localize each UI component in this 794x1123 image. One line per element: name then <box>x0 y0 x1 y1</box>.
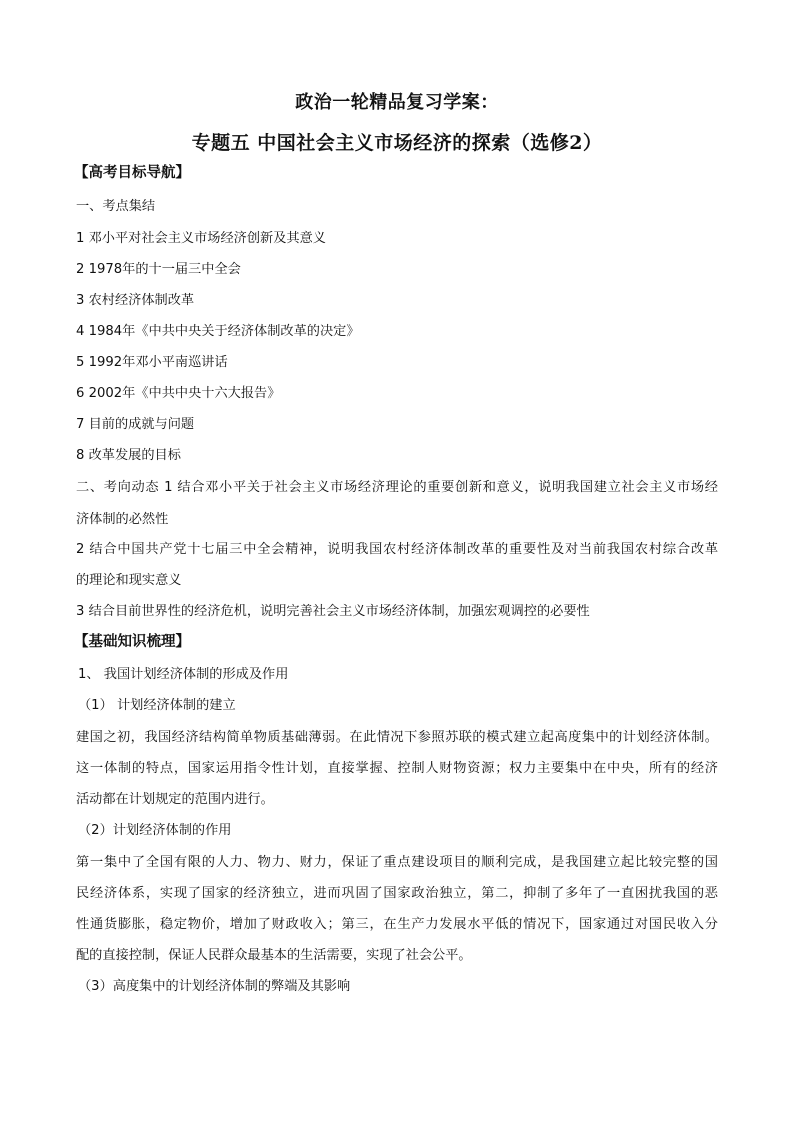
kaodian-item: 7 目前的成就与问题 <box>76 417 195 432</box>
kaodian-item: 1 邓小平对社会主义市场经济创新及其意义 <box>76 231 326 246</box>
kaoxiang-line: 济体制的必然性 <box>76 512 169 527</box>
basic-heading: 1、 我国计划经济体制的形成及作用 <box>78 667 289 682</box>
basic-paragraph-line: 性通货膨胀，稳定物价，增加了财政收入；第三，在生产力发展水平低的情况下，国家通过对国民收入分 <box>76 917 718 932</box>
basic-paragraph-line: 活动都在计划规定的范围内进行。 <box>76 792 274 807</box>
kaoxiang-line: 的理论和现实意义 <box>76 573 182 588</box>
kaodian-item: 6 2002年《中共中央十六大报告》 <box>76 386 281 401</box>
kaodian-item: 5 1992年邓小平南巡讲话 <box>76 355 228 370</box>
kaoxiang-line: 2 结合中国共产党十七届三中全会精神，说明我国农村经济体制改革的重要性及对当前我国农村综合改革 <box>76 542 718 557</box>
kaodian-heading: 一、考点集结 <box>76 199 156 214</box>
basic-paragraph-line: 民经济体系，实现了国家的经济独立，进而巩固了国家政治独立，第二，抑制了多年了一直困扰我国的恶 <box>76 886 718 901</box>
document-title: 政治一轮精品复习学案： <box>295 92 499 113</box>
basic-subheading: （2）计划经济体制的作用 <box>78 823 232 838</box>
basic-subheading: （3）高度集中的计划经济体制的弊端及其影响 <box>78 979 351 994</box>
section-header-gaokao: 【高考目标导航】 <box>74 164 190 181</box>
basic-paragraph-line: 建国之初，我国经济结构简单物质基础薄弱。在此情况下参照苏联的模式建立起高度集中的计划经济体制。 <box>76 730 718 745</box>
kaodian-item: 8 改革发展的目标 <box>76 448 181 463</box>
kaoxiang-line: 3 结合目前世界性的经济危机，说明完善社会主义市场经济体制，加强宏观调控的必要性 <box>76 604 590 619</box>
basic-paragraph-line: 第一集中了全国有限的人力、物力、财力，保证了重点建设项目的顺利完成，是我国建立起比较完整的国 <box>76 855 718 870</box>
basic-subheading: （1） 计划经济体制的建立 <box>78 698 236 713</box>
basic-paragraph-line: 这一体制的特点，国家运用指令性计划，直接掌握、控制人财物资源；权力主要集中在中央，所有的经济 <box>76 761 718 776</box>
section-header-jichu: 【基础知识梳理】 <box>74 633 190 650</box>
kaoxiang-line: 二、考向动态 1 结合邓小平关于社会主义市场经济理论的重要创新和意义，说明我国建立社会主义市场经 <box>76 480 718 495</box>
basic-paragraph-line: 配的直接控制，保证人民群众最基本的生活需要，实现了社会公平。 <box>76 948 472 963</box>
document-subtitle: 专题五 中国社会主义市场经济的探索（选修2） <box>191 132 603 154</box>
kaodian-item: 3 农村经济体制改革 <box>76 293 195 308</box>
kaodian-item: 2 1978年的十一届三中全会 <box>76 262 241 277</box>
kaodian-item: 4 1984年《中共中央关于经济体制改革的决定》 <box>76 324 360 339</box>
